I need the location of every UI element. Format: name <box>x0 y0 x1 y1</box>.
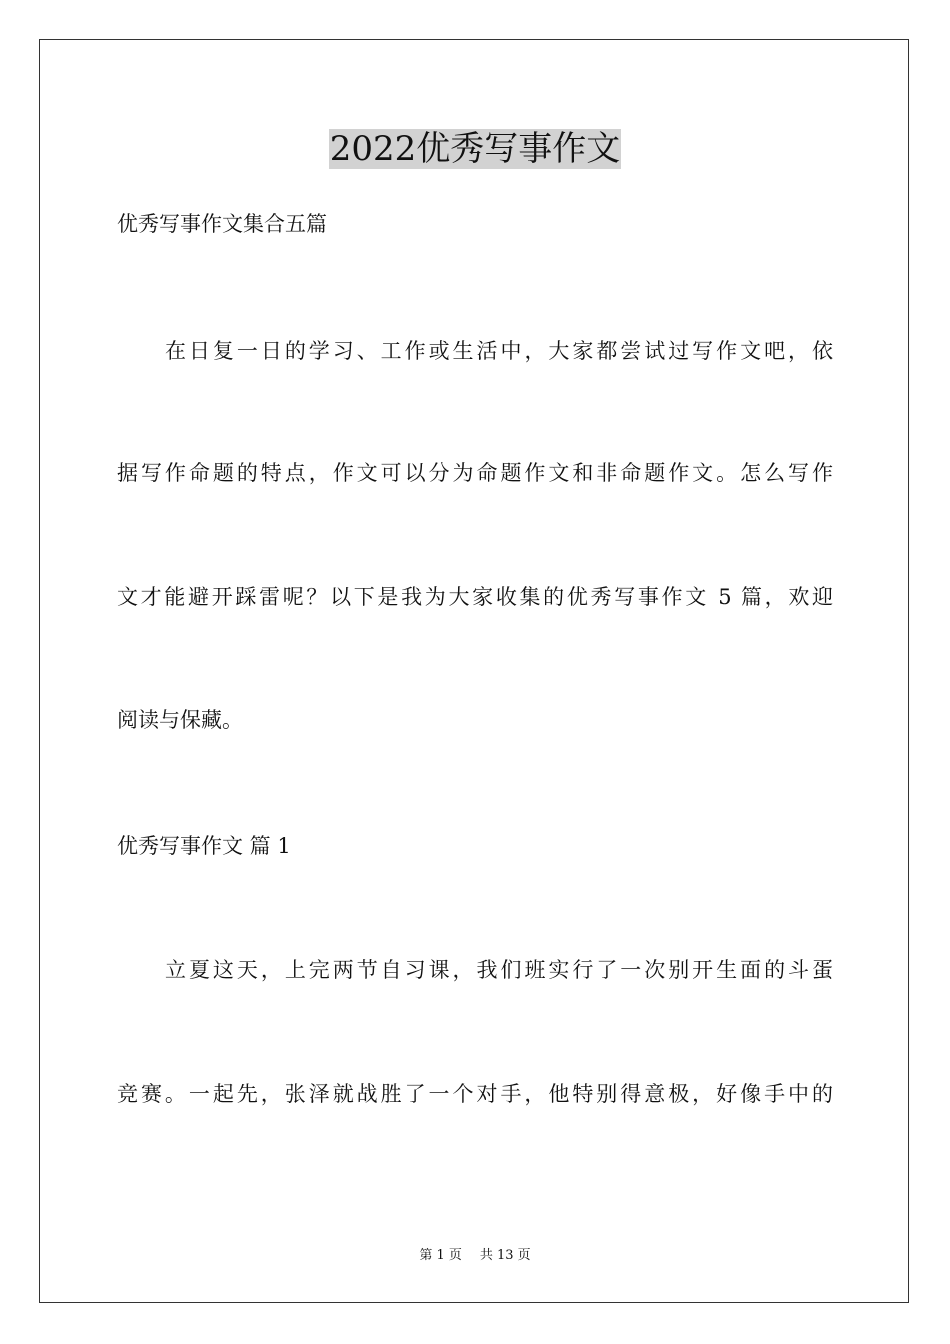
paragraph-line: 在日复一日的学习、工作或生活中，大家都尝试过写作文吧，依 <box>165 339 833 363</box>
paragraph-line: 竞赛。一起先，张泽就战胜了一个对手，他特别得意极，好像手中的 <box>117 1082 833 1106</box>
section-heading: 优秀写事作文 篇 1 <box>117 834 291 858</box>
page-total: 共 13 页 <box>479 1248 531 1263</box>
document-title <box>0 126 950 172</box>
paragraph-line: 立夏这天，上完两节自习课，我们班实行了一次别开生面的斗蛋 <box>165 958 833 982</box>
paragraph-line: 文才能避开踩雷呢？以下是我为大家收集的优秀写事作文 5 篇，欢迎 <box>117 585 833 609</box>
paragraph-line: 阅读与保藏。 <box>117 708 243 732</box>
page-number: 第 1 页 <box>419 1248 462 1263</box>
paragraph-line: 据写作命题的特点，作文可以分为命题作文和非命题作文。怎么写作 <box>117 461 833 485</box>
page-footer <box>0 1246 950 1266</box>
subtitle-line: 优秀写事作文集合五篇 <box>117 212 327 236</box>
document-title-text: 2022优秀写事作文 <box>329 129 621 169</box>
